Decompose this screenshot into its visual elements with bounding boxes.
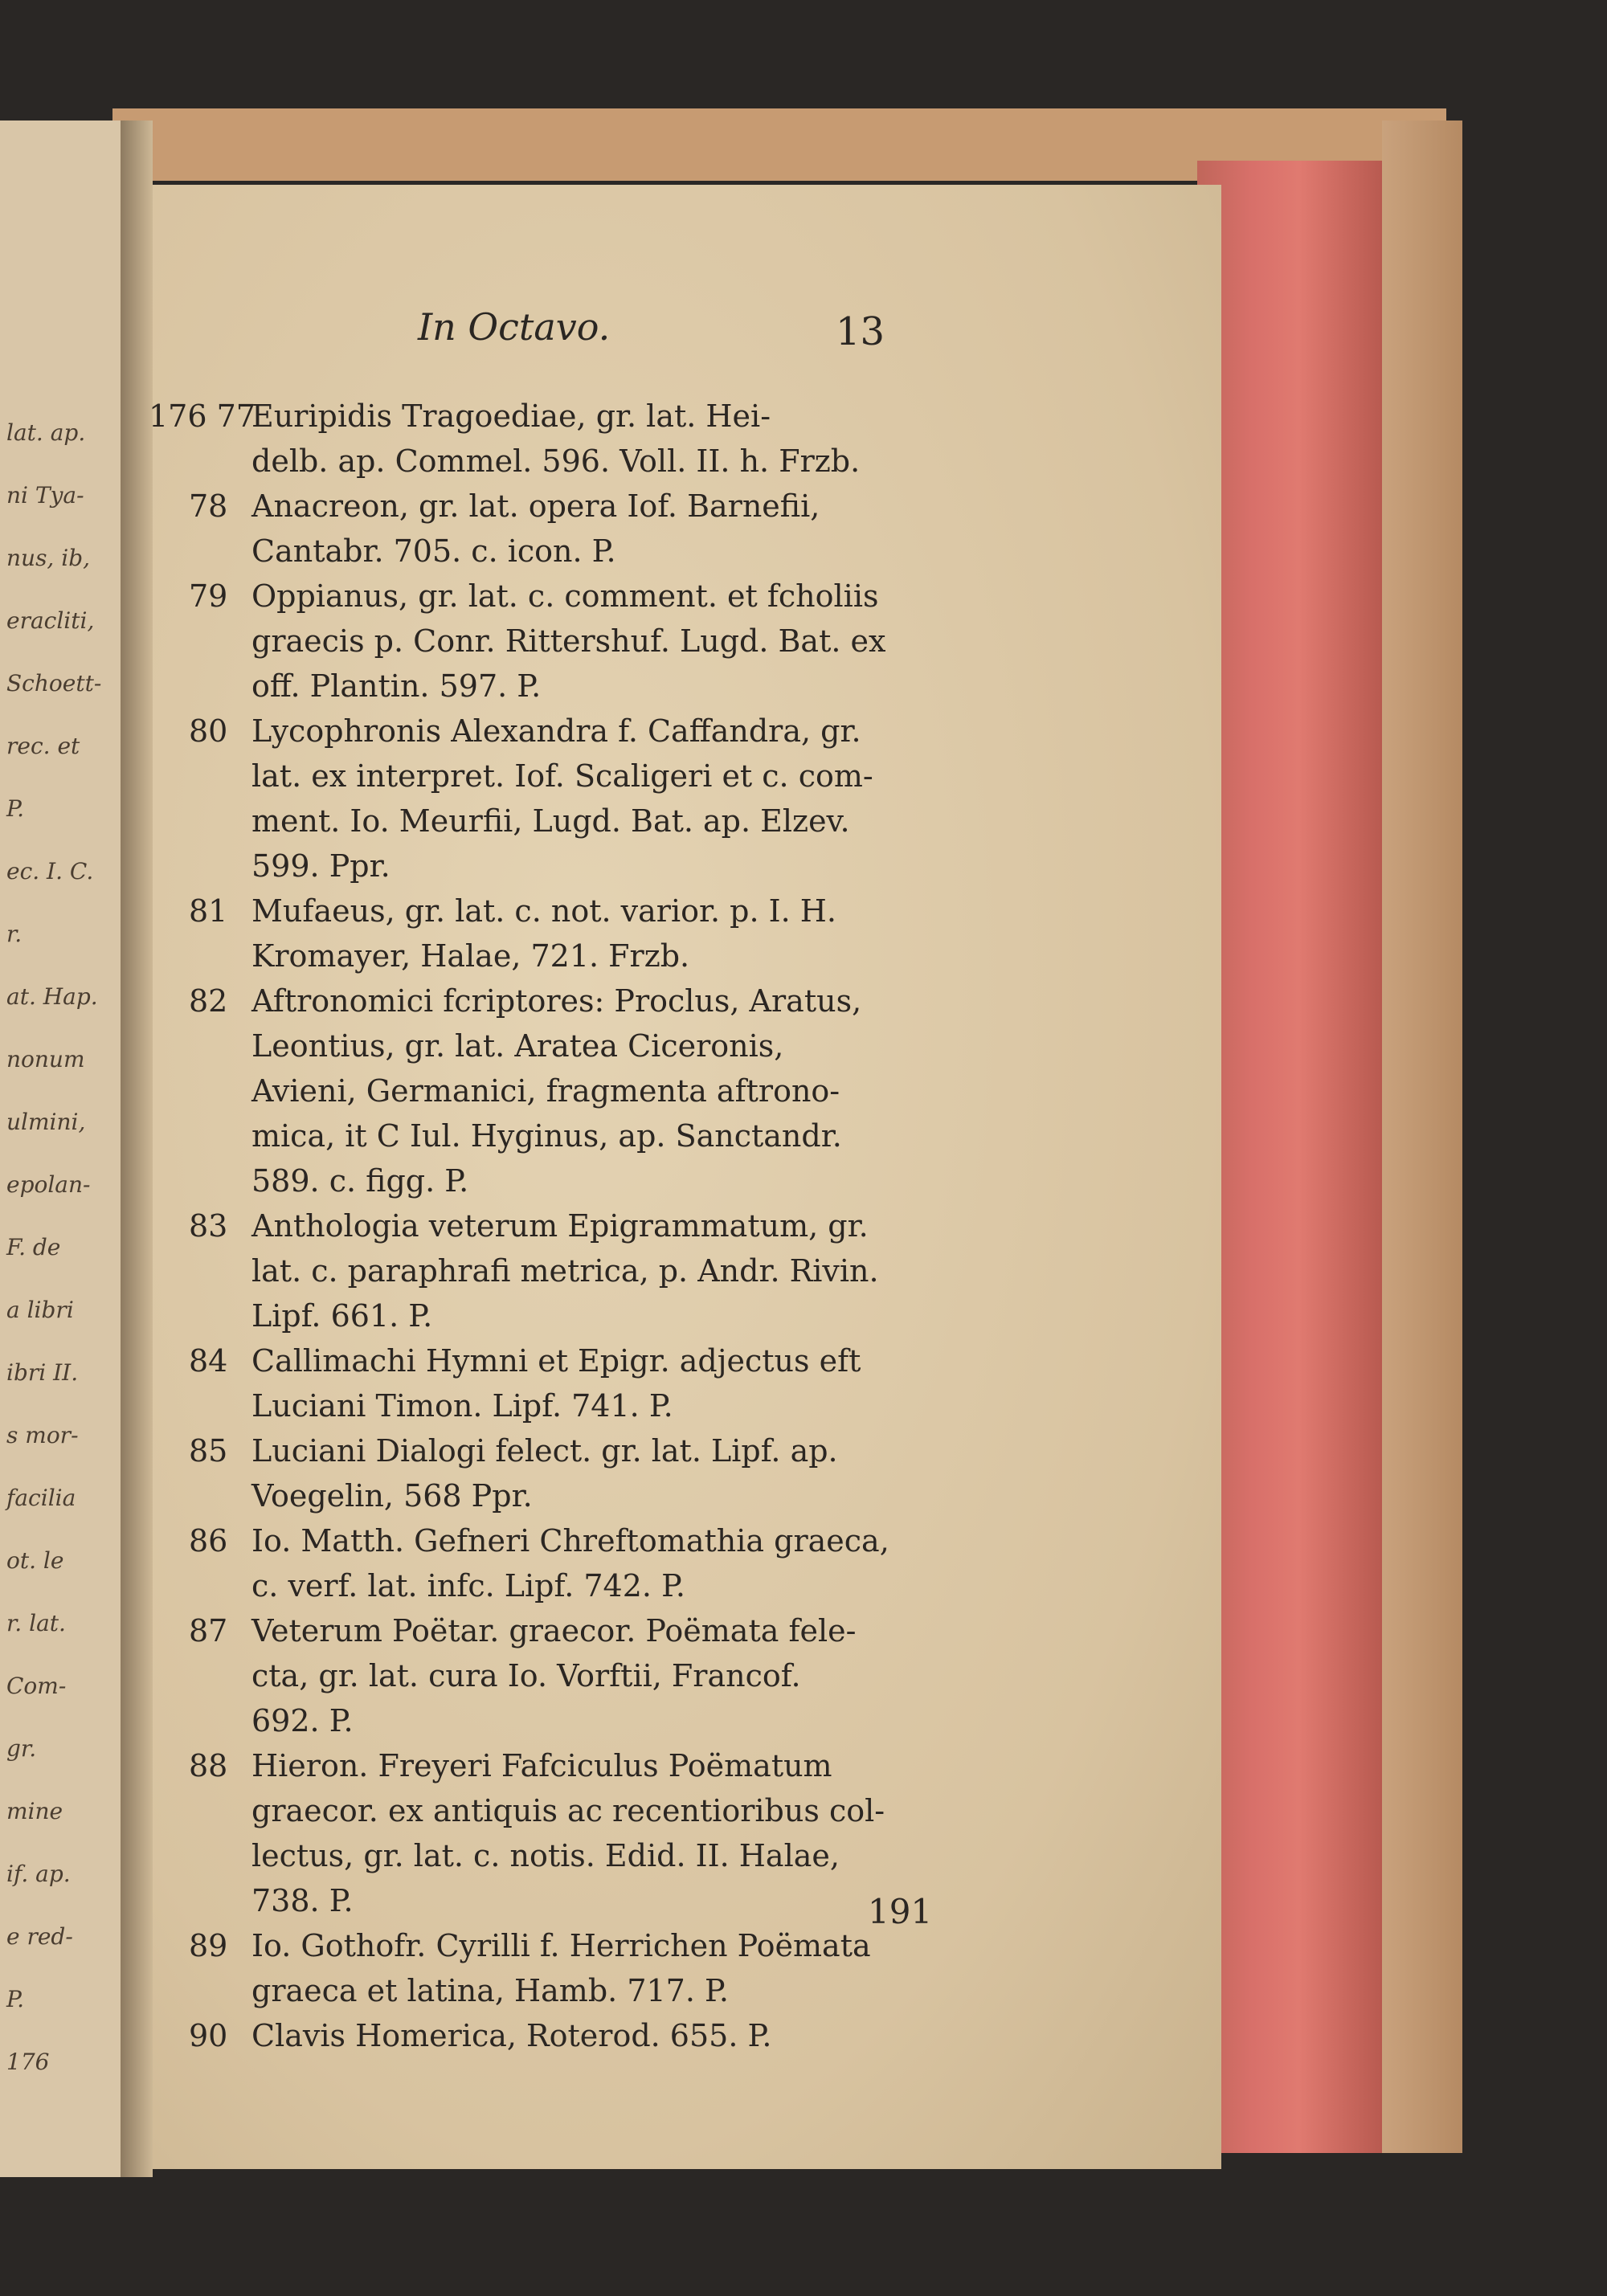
entry-line: Luciani Dialogi felect. gr. lat. Lipf. ap. <box>251 1433 838 1469</box>
previous-page-fragment: ni Tya- <box>6 482 84 509</box>
catalog-entry <box>157 1743 928 1923</box>
catalog-entry <box>157 1608 928 1743</box>
entry-number: 82 <box>189 983 228 1019</box>
previous-page-fragment: rec. et <box>6 733 80 759</box>
entry-number: 79 <box>189 578 228 614</box>
previous-page-fragment: nonum <box>6 1046 85 1072</box>
entry-number: 90 <box>189 2018 228 2053</box>
entry-line: lectus, gr. lat. c. notis. Edid. II. Halae, <box>251 1838 840 1873</box>
previous-page-fragment: facilia <box>6 1485 76 1511</box>
previous-page-fragments <box>6 402 119 2094</box>
catalog-entry <box>157 484 928 574</box>
entry-line: Lipf. 661. P. <box>251 1298 433 1334</box>
entry-line: Lycophronis Alexandra f. Caffandra, gr. <box>251 713 861 749</box>
catalog-entry <box>157 709 928 889</box>
catalog-entry <box>157 889 928 978</box>
catalog-entry <box>157 978 928 1203</box>
entry-number: 80 <box>189 713 228 749</box>
previous-page-fragment: if. ap. <box>6 1861 71 1887</box>
entry-number: 85 <box>189 1433 228 1469</box>
book-cover-edge <box>1382 121 1462 2153</box>
catalog-entry <box>157 1428 928 1518</box>
entry-number: 86 <box>189 1523 228 1559</box>
entry-line: Hieron. Freyeri Fafciculus Poëmatum <box>251 1748 832 1783</box>
previous-page-fragment: Com- <box>6 1673 67 1699</box>
entry-line: Oppianus, gr. lat. c. comment. et fcholiis <box>251 578 879 614</box>
catalog-entry <box>149 394 928 484</box>
entry-line: Clavis Homerica, Roterod. 655. P. <box>251 2018 772 2053</box>
entry-number: 176 77 <box>149 398 256 434</box>
entry-line: c. verf. lat. infc. Lipf. 742. P. <box>251 1568 686 1604</box>
previous-page-fragment: ulmini, <box>6 1109 86 1135</box>
previous-page-fragment: eracliti, <box>6 607 95 634</box>
catalog-entry <box>157 2013 928 2058</box>
red-page-edges <box>1197 161 1382 2153</box>
previous-page-fragment: s mor- <box>6 1422 79 1448</box>
entry-line: delb. ap. Commel. 596. Voll. II. h. Frzb. <box>251 443 861 479</box>
previous-page-fragment: gr. <box>6 1735 37 1762</box>
catalog-entry <box>157 1338 928 1428</box>
previous-page-fragment: r. lat. <box>6 1610 66 1636</box>
catalog-entries <box>149 394 928 2058</box>
previous-page-fragment: lat. ap. <box>6 419 86 446</box>
previous-page-edge <box>0 121 125 2177</box>
entry-line: graeca et latina, Hamb. 717. P. <box>251 1973 729 2008</box>
previous-page-fragment: epolan- <box>6 1171 91 1198</box>
previous-page-fragment: P. <box>6 795 25 822</box>
entry-line: Euripidis Tragoediae, gr. lat. Hei- <box>251 398 771 434</box>
previous-page-fragment: F. de <box>6 1234 61 1260</box>
previous-page-fragment: Schoett- <box>6 670 102 697</box>
entry-line: Avieni, Germanici, fragmenta aftrono- <box>251 1073 840 1109</box>
running-title: In Octavo. <box>418 305 611 349</box>
entry-number: 87 <box>189 1613 228 1648</box>
catalog-entry <box>157 1518 928 1608</box>
previous-page-fragment: P. <box>6 1986 25 2012</box>
page-number: 13 <box>836 309 885 354</box>
entry-line: 738. P. <box>251 1883 354 1918</box>
entry-line: Leontius, gr. lat. Aratea Ciceronis, <box>251 1028 784 1064</box>
previous-page-fragment: mine <box>6 1798 63 1824</box>
entry-line: lat. c. paraphrafi metrica, p. Andr. Rivin. <box>251 1253 879 1289</box>
entry-line: ment. Io. Meurfii, Lugd. Bat. ap. Elzev. <box>251 803 850 839</box>
catalog-entry <box>157 574 928 709</box>
entry-line: 599. Ppr. <box>251 848 391 884</box>
entry-line: Anthologia veterum Epigrammatum, gr. <box>251 1208 869 1244</box>
entry-line: Veterum Poëtar. graecor. Poëmata fele- <box>251 1613 857 1648</box>
entry-line: Io. Matth. Gefneri Chreftomathia graeca, <box>251 1523 889 1559</box>
entry-line: Callimachi Hymni et Epigr. adjectus eft <box>251 1343 861 1379</box>
entry-line: cta, gr. lat. cura Io. Vorftii, Francof. <box>251 1658 801 1693</box>
entry-number: 81 <box>189 893 228 929</box>
entry-number: 88 <box>189 1748 228 1783</box>
previous-page-fragment: ot. le <box>6 1547 64 1574</box>
previous-page-fragment: e red- <box>6 1923 73 1950</box>
previous-page-fragment: nus, ib, <box>6 545 91 571</box>
entry-number: 83 <box>189 1208 228 1244</box>
entry-line: off. Plantin. 597. P. <box>251 668 542 704</box>
entry-number: 78 <box>189 488 228 524</box>
previous-page-fragment: 176 <box>6 2049 50 2075</box>
entry-line: Io. Gothofr. Cyrilli f. Herrichen Poëmata <box>251 1928 871 1963</box>
entry-line: Kromayer, Halae, 721. Frzb. <box>251 938 690 974</box>
entry-line: Voegelin, 568 Ppr. <box>251 1478 533 1514</box>
previous-page-fragment: ec. I. C. <box>6 858 94 884</box>
entry-line: lat. ex interpret. Iof. Scaligeri et c. com- <box>251 758 873 794</box>
catalog-entry <box>157 1203 928 1338</box>
previous-page-fragment: ibri II. <box>6 1359 79 1386</box>
book-gutter <box>121 121 153 2177</box>
entry-line: Mufaeus, gr. lat. c. not. varior. p. I. H. <box>251 893 836 929</box>
previous-page-fragment: at. Hap. <box>6 983 98 1010</box>
entry-line: graecor. ex antiquis ac recentioribus col- <box>251 1793 885 1828</box>
previous-page-fragment: r. <box>6 921 22 947</box>
catalog-entry <box>157 1923 928 2013</box>
entry-line: 692. P. <box>251 1703 354 1738</box>
entry-line: Luciani Timon. Lipf. 741. P. <box>251 1388 673 1424</box>
entry-number: 89 <box>189 1928 228 1963</box>
catchword: 191 <box>868 1892 933 1931</box>
entry-line: graecis p. Conr. Rittershuf. Lugd. Bat. ex <box>251 623 886 659</box>
entry-line: Aftronomici fcriptores: Proclus, Aratus, <box>251 983 862 1019</box>
entry-line: Cantabr. 705. c. icon. P. <box>251 533 616 569</box>
entry-line: 589. c. figg. P. <box>251 1163 469 1199</box>
entry-number: 84 <box>189 1343 228 1379</box>
entry-line: Anacreon, gr. lat. opera Iof. Barnefii, <box>251 488 820 524</box>
previous-page-fragment: a libri <box>6 1297 74 1323</box>
entry-line: mica, it C Iul. Hyginus, ap. Sanctandr. <box>251 1118 842 1154</box>
